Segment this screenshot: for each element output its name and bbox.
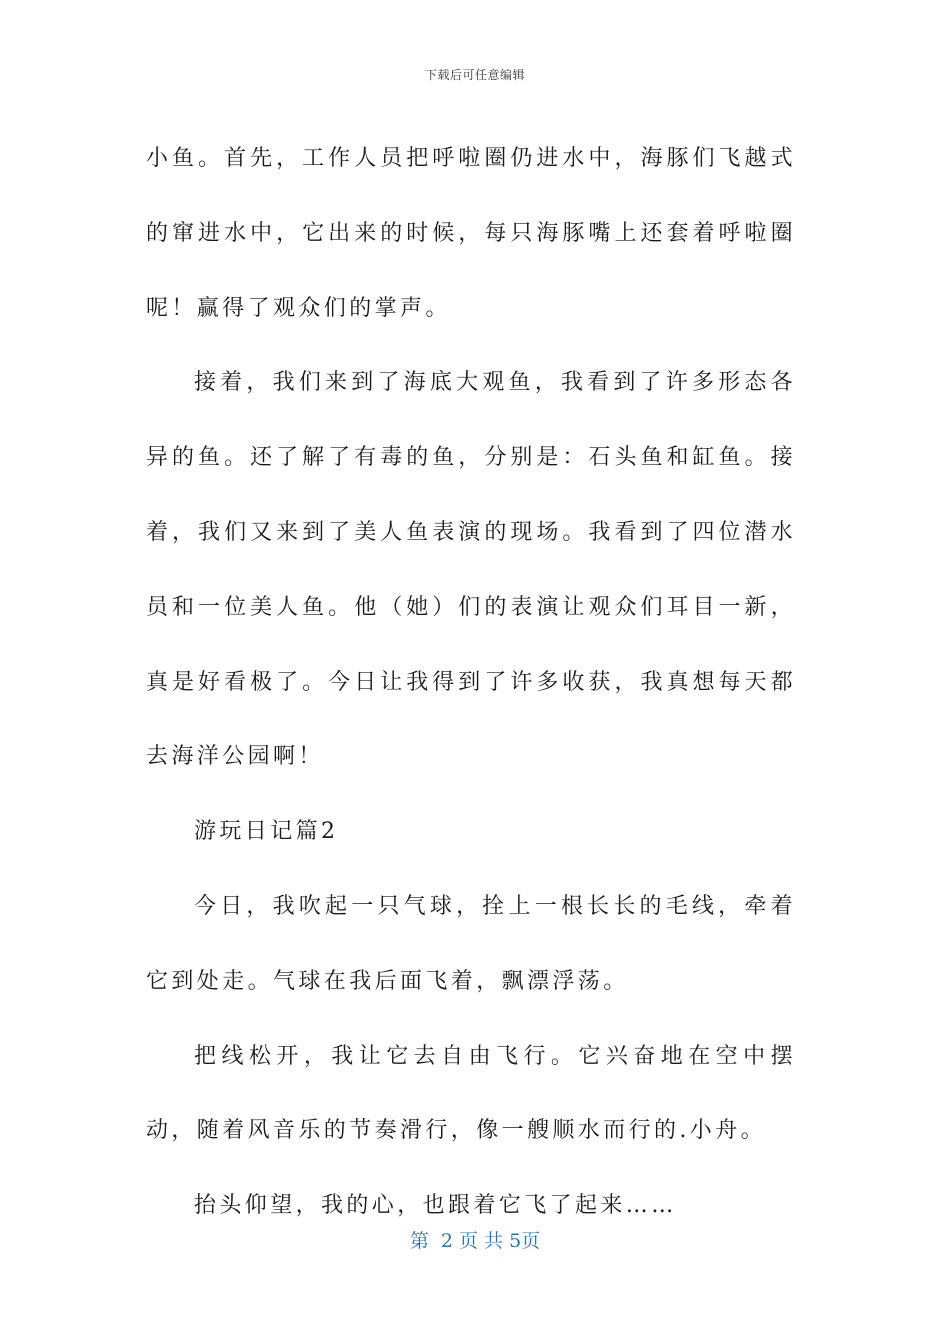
paragraph-balloon-release: 把线松开，我让它去自由飞行。它兴奋地在空中摆动，随着风音乐的节奏滑行，像一艘顺水而行的.小舟。 (146, 1043, 796, 1144)
paragraph-continuation: 小鱼。首先，工作人员把呼啦圈仍进水中，海豚们飞越式的窜进水中，它出来的时候，每只海豚嘴上还套着呼啦圈呢！赢得了观众们的掌声。 (146, 146, 796, 321)
paragraph-aquarium: 接着，我们来到了海底大观鱼，我看到了许多形态各异的鱼。还了解了有毒的鱼，分别是：石头鱼和缸鱼。接着，我们又来到了美人鱼表演的现场。我看到了四位潜水员和一位美人鱼。他（她）们的表演让观众们耳目一新，真是好看极了。今日让我得到了许多收获，我真想每天都去海洋公园啊！ (146, 370, 796, 770)
paragraph-balloon-intro: 今日，我吹起一只气球，拴上一根长长的毛线，牵着它到处走。气球在我后面飞着，飘漂浮荡。 (146, 893, 796, 994)
paragraph-balloon-ending: 抬头仰望，我的心，也跟着它飞了起来…… (194, 1193, 677, 1219)
document-body (146, 122, 796, 1244)
page-indicator: 第 2 页 共 5页 (409, 1230, 541, 1252)
download-note: 下载后可任意编辑 (424, 68, 525, 82)
section-heading: 游玩日记篇2 (194, 819, 339, 845)
